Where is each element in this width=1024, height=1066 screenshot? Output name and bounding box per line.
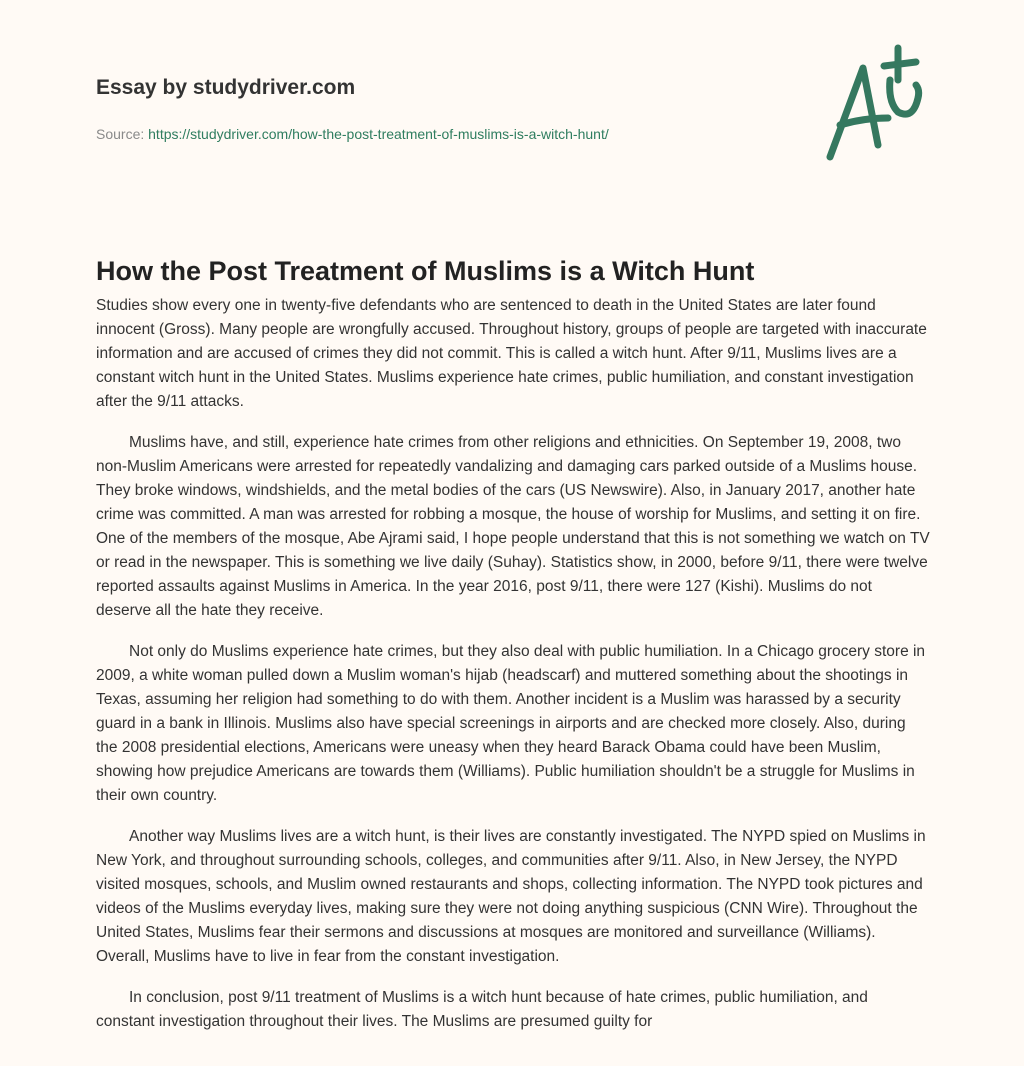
essay-title: How the Post Treatment of Muslims is a Witch Hunt (96, 256, 755, 286)
source-line (96, 126, 609, 142)
paragraph: Muslims have, and still, experience hate crimes from other religions and ethnicities. On September 19, 2008, two non-Muslim Americans were arrested for repeatedly vandalizing and damaging cars parked outside of a Muslims house. They broke windows, windshields, and the metal bodies of the cars (US Newswire). Also, in January 2017, another hate crime was committed. A man was arrested for robbing a mosque, the house of worship for Muslims, and setting it on fire. One of the members of the mosque, Abe Ajrami said, I hope people understand that this is not something we watch on TV or read in the newspaper. This is something we live daily (Suhay). Statistics show, in 2000, before 9/11, there were twelve reported assaults against Muslims in America. In the year 2016, post 9/11, there were 127 (Kishi). Muslims do not deserve all the hate they receive. (96, 434, 930, 619)
paragraph: Not only do Muslims experience hate crimes, but they also deal with public humiliation. In a Chicago grocery store in 2009, a white woman pulled down a Muslim woman's hijab (headscarf) and muttered something about the shootings in Texas, assuming her religion had something to do with them. Another incident is a Muslim was harassed by a security guard in a bank in Illinois. Muslims also have special screenings in airports and are checked more closely. Also, during the 2008 presidential elections, Americans were uneasy when they heard Barack Obama could have been Muslim, showing how prejudice Americans are towards them (Williams). Public humiliation shouldn't be a struggle for Muslims in their own country. (96, 643, 926, 804)
essay-body (96, 294, 930, 1051)
paragraph: In conclusion, post 9/11 treatment of Muslims is a witch hunt because of hate crimes, public humiliation, and constant investigation throughout their lives. The Muslims are presumed guilty for (96, 989, 868, 1030)
essay-header (96, 76, 609, 142)
a-plus-logo-icon (818, 40, 928, 165)
source-link[interactable]: https://studydriver.com/how-the-post-treatment-of-muslims-is-a-witch-hunt/ (148, 126, 609, 142)
paragraph: Studies show every one in twenty-five defendants who are sentenced to death in the United States are later found innocent (Gross). Many people are wrongfully accused. Throughout history, groups of people are targeted with inaccurate information and are accused of crimes they did not commit. This is called a witch hunt. After 9/11, Muslims lives are a constant witch hunt in the United States. Muslims experience hate crimes, public humiliation, and constant investigation after the 9/11 attacks. (96, 297, 927, 410)
paragraph: Another way Muslims lives are a witch hunt, is their lives are constantly investigated. The NYPD spied on Muslims in New York, and throughout surrounding schools, colleges, and communities after 9/11. Also, in New Jersey, the NYPD visited mosques, schools, and Muslim owned restaurants and shops, collecting information. The NYPD took pictures and videos of the Muslims everyday lives, making sure they were not doing anything suspicious (CNN Wire). Throughout the United States, Muslims fear their sermons and discussions at mosques are monitored and surveillance (Williams). Overall, Muslims have to live in fear from the constant investigation. (96, 828, 926, 965)
brand-title: Essay by studydriver.com (96, 76, 356, 99)
source-label: Source: (96, 126, 145, 142)
